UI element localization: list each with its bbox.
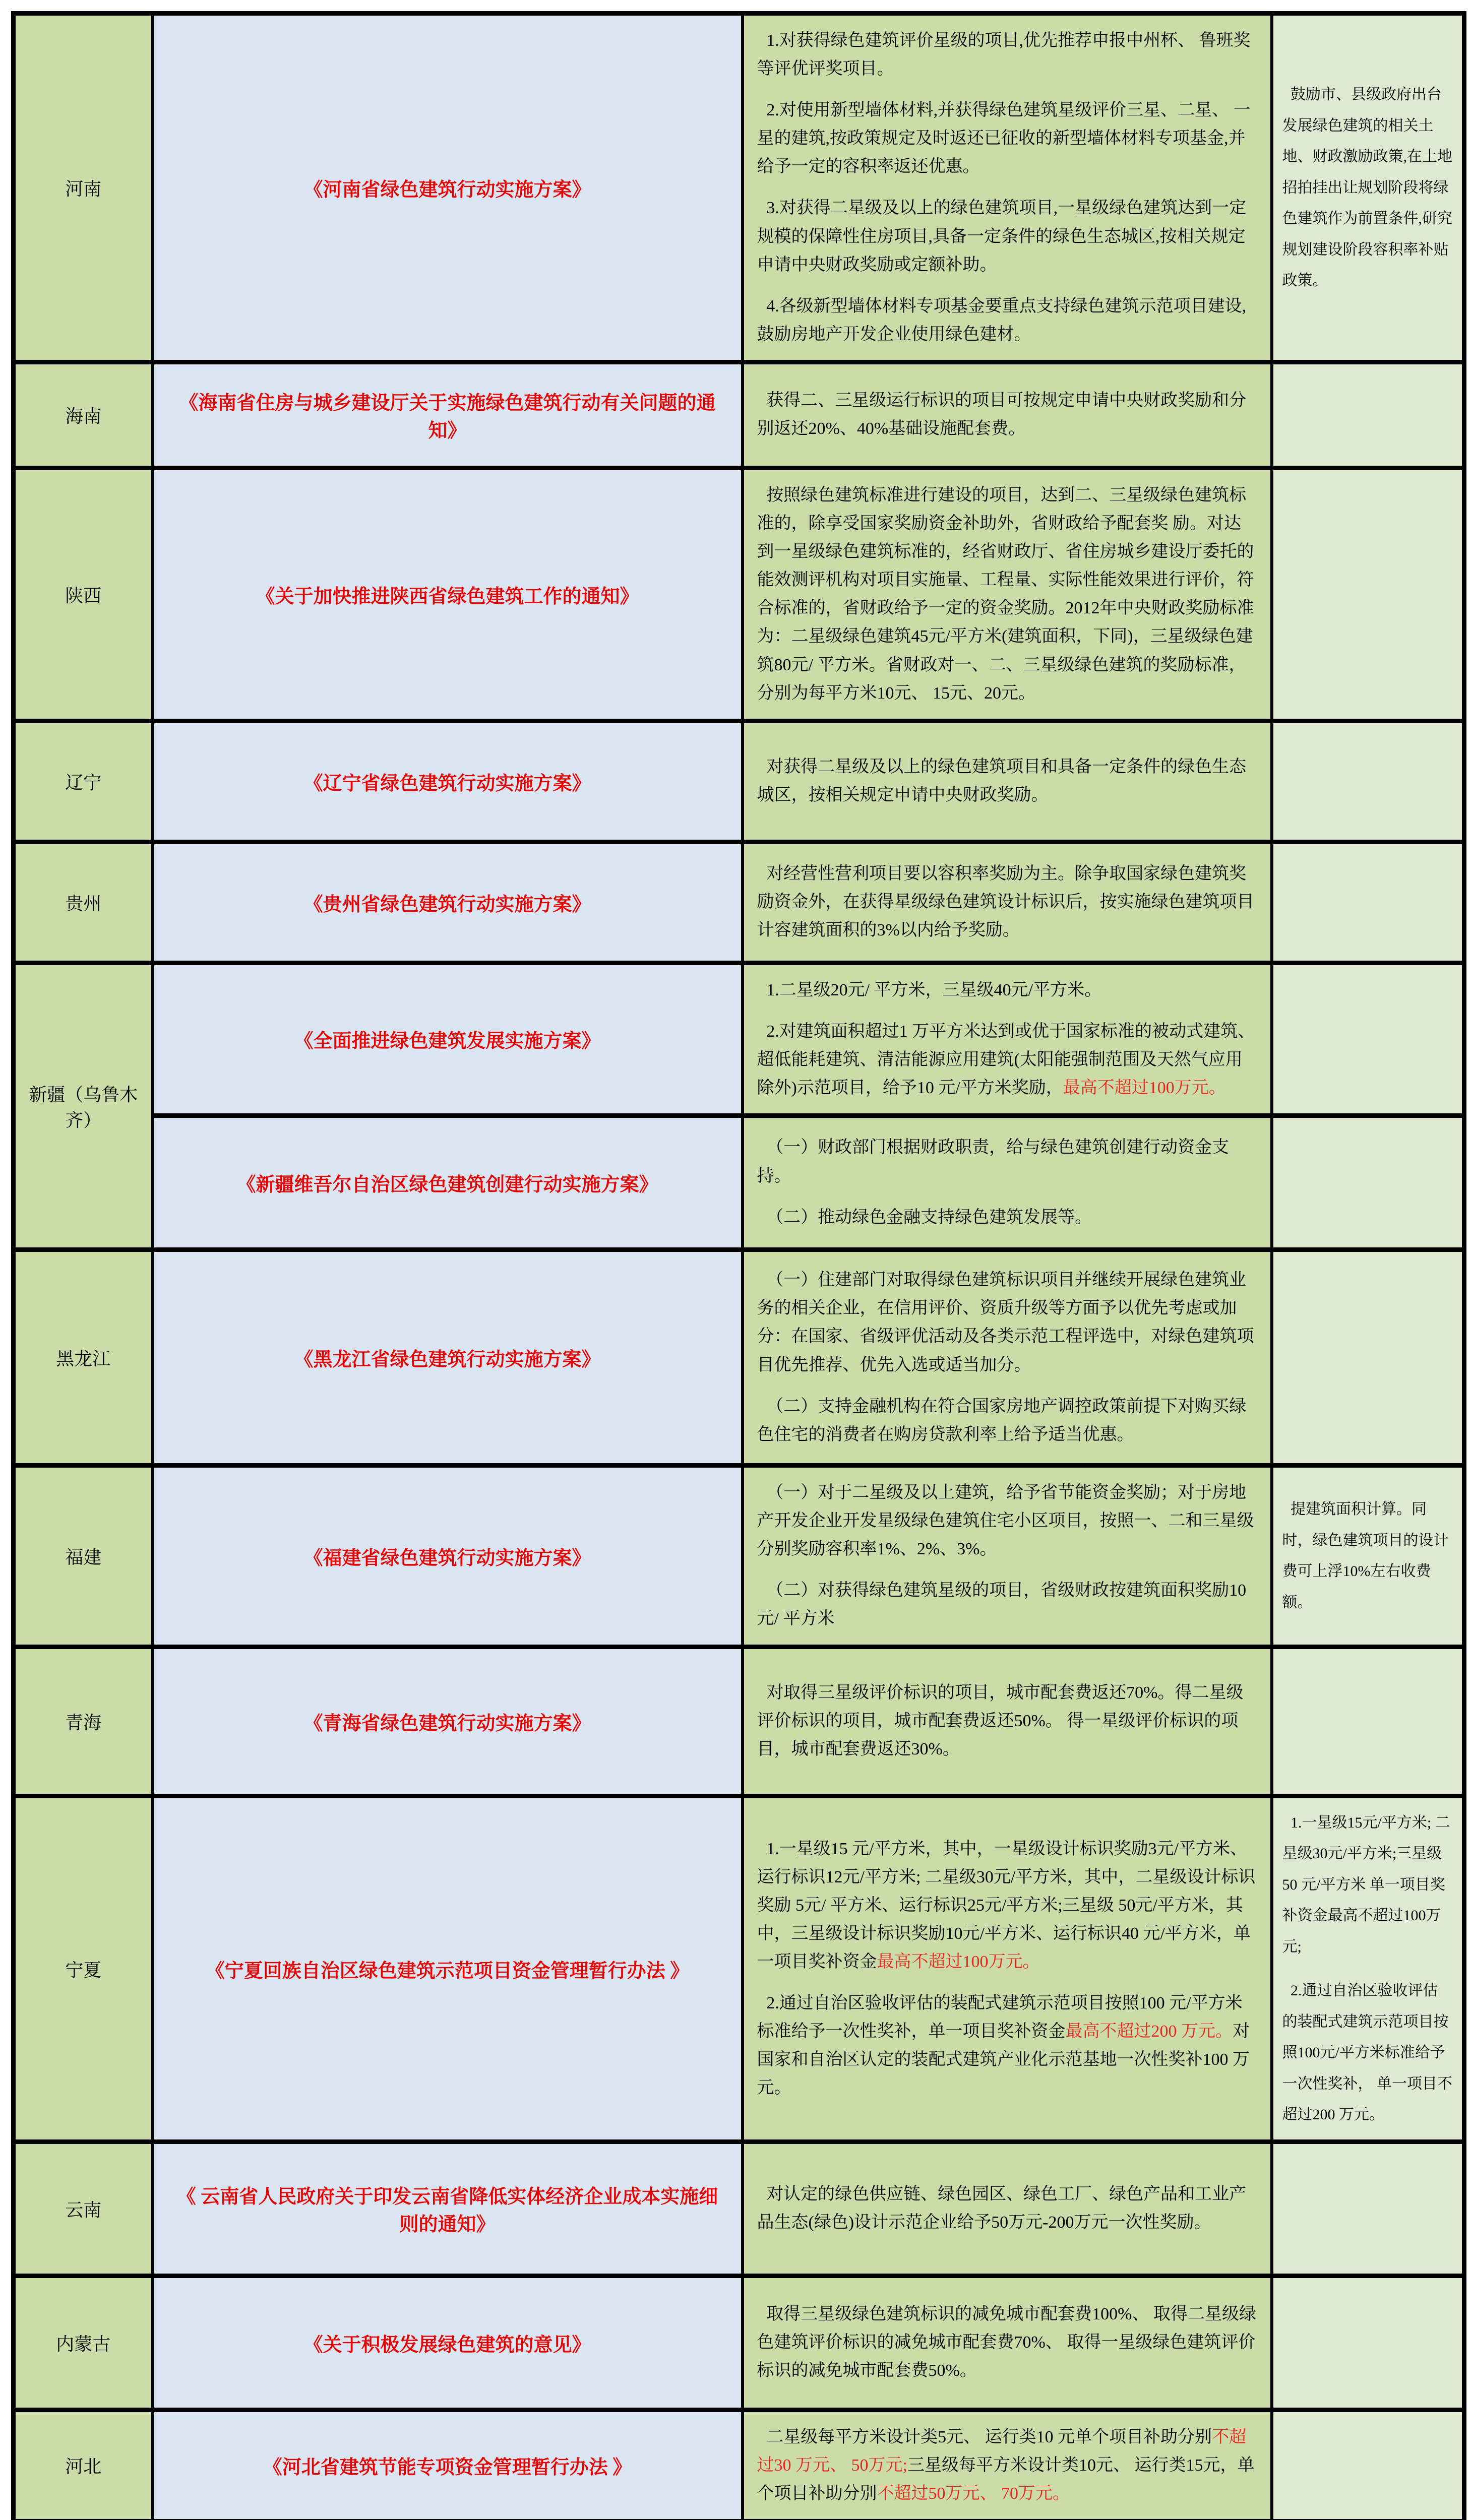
- policy-content-cell: [743, 1116, 1272, 1250]
- policy-title-cell: 《关于积极发展绿色建筑的意见》: [153, 2276, 743, 2410]
- paragraph: [757, 2423, 1257, 2508]
- text-segment: 1.对获得绿色建筑评价星级的项目,优先推荐申报中州杯、 鲁班奖等评优评奖项目。: [757, 31, 1251, 79]
- province-cell: 河南: [14, 14, 153, 362]
- paragraph: [757, 976, 1257, 1004]
- highlighted-text: 不超过30 万元、 50万元;: [757, 2427, 1247, 2475]
- province-cell: 贵州: [14, 842, 153, 963]
- text-segment: 提建筑面积计算。同时，绿色建筑项目的设计费可上浮10%左右收费额。: [1282, 1501, 1449, 1611]
- text-segment: （二）推动绿色金融支持绿色建筑发展等。: [766, 1208, 1092, 1227]
- table-row: [14, 362, 1464, 468]
- remark-cell: [1272, 963, 1464, 1115]
- remark-cell: [1272, 2141, 1464, 2276]
- text-segment: （一）财政部门根据财政职责，给与绿色建筑创建行动资金支持。: [757, 1138, 1230, 1185]
- text-segment: （一）住建部门对取得绿色建筑标识项目并继续开展绿色建筑业务的相关企业，在信用评价、资质升级等方面予以优先考虑或加分：在国家、省级评优活动及各类示范工程评选中，对绿色建筑项目优先推荐、优先入选或适当加分。: [757, 1271, 1254, 1374]
- policy-title-cell: 《青海省绿色建筑行动实施方案》: [153, 1647, 743, 1796]
- province-cell: 青海: [14, 1647, 153, 1796]
- policy-title-cell: 《河南省绿色建筑行动实施方案》: [153, 14, 743, 362]
- text-segment: 对国家和自治区认定的装配式建筑产业化示范基地一次性奖补100 万元。: [757, 2022, 1250, 2098]
- text-segment: （一）对于二星级及以上建筑，给予省节能资金奖励；对于房地产开发企业开发星级绿色建筑住宅小区项目，按照一、二和三星级分别奖励容积率1%、2%、3%。: [757, 1483, 1254, 1559]
- policy-title-cell: 《宁夏回族自治区绿色建筑示范项目资金管理暂行办法 》: [153, 1796, 743, 2141]
- remark-cell: [1272, 362, 1464, 468]
- paragraph: [1282, 79, 1453, 296]
- paragraph: [757, 387, 1257, 443]
- policy-title-cell: 《关于加快推进陕西省绿色建筑工作的通知》: [153, 468, 743, 721]
- paragraph: [757, 1577, 1257, 1633]
- paragraph: [757, 481, 1257, 708]
- policy-content-cell: [743, 721, 1272, 842]
- policy-title-cell: 《河北省建筑节能专项资金管理暂行办法 》: [153, 2410, 743, 2520]
- table-row: [14, 1116, 1464, 1250]
- province-cell: 河北: [14, 2410, 153, 2520]
- paragraph: [1282, 1975, 1453, 2130]
- province-cell: 新疆（乌鲁木齐）: [14, 963, 153, 1249]
- paragraph: [1282, 1807, 1453, 1963]
- policy-content-cell: [743, 2276, 1272, 2410]
- province-cell: 宁夏: [14, 1796, 153, 2141]
- text-segment: 1.一星级15元/平方米; 二星级30元/平方米;三星级50 元/平方米 单一项目奖补资金最高不超过100万元;: [1282, 1814, 1450, 1955]
- green-building-policy-table: [11, 11, 1466, 2520]
- remark-cell: [1272, 842, 1464, 963]
- highlighted-text: 最高不超过200 万元。: [1065, 2022, 1233, 2041]
- policy-title-cell: 《黑龙江省绿色建筑行动实施方案》: [153, 1250, 743, 1466]
- remark-cell: [1272, 1796, 1464, 2141]
- text-segment: 对取得三星级评价标识的项目，城市配套费返还70%。得二星级评价标识的项目，城市配套费返还50%。 得一星级评价标识的项目，城市配套费返还30%。: [757, 1683, 1244, 1759]
- highlighted-text: 最高不超过100万元。: [1063, 1078, 1226, 1097]
- remark-cell: [1272, 1647, 1464, 1796]
- policy-content-cell: [743, 14, 1272, 362]
- table-row: [14, 468, 1464, 721]
- paragraph: [757, 194, 1257, 279]
- text-segment: 二星级每平方米设计类5元、 运行类10 元单个项目补助分别: [766, 2427, 1212, 2446]
- paragraph: [757, 1204, 1257, 1232]
- policy-content-cell: [743, 842, 1272, 963]
- policy-content-cell: [743, 2410, 1272, 2520]
- text-segment: 2.通过自治区验收评估的装配式建筑示范项目按照100元/平方米标准给予一次性奖补， 单一项目不超过200 万元。: [1282, 1982, 1452, 2123]
- policy-content-cell: [743, 2141, 1272, 2276]
- text-segment: 3.对获得二星级及以上的绿色建筑项目,一星级绿色建筑达到一定规模的保障性住房项目,具备一定条件的绿色生态城区,按相关规定申请中央财政奖励或定额补助。: [757, 199, 1247, 274]
- text-segment: 按照绿色建筑标准进行建设的项目，达到二、三星级绿色建筑标准的，除享受国家奖励资金补助外，省财政给予配套奖 励。对达到一星级绿色建筑标准的，经省财政厅、省住房城乡建设厅委托的能效测评机构对项目实施量、工程量、实际性能效果进行评价，符合标准的，省财政给予一定的资金奖励。2012年中央财政奖励标准为：二星级绿色建筑45元/平方米(建筑面积，下同)，三星级绿色建筑80元/ 平方米。省财政对一、二、三星级绿色建筑的奖励标准，分别为每平方米10元、 15元、20元。: [757, 485, 1254, 703]
- province-cell: 福建: [14, 1466, 153, 1647]
- remark-cell: [1272, 1116, 1464, 1250]
- table-row: [14, 2410, 1464, 2520]
- paragraph: [757, 96, 1257, 181]
- paragraph: [757, 1835, 1257, 1976]
- province-cell: 辽宁: [14, 721, 153, 842]
- remark-cell: [1272, 14, 1464, 362]
- policy-title-cell: 《 云南省人民政府关于印发云南省降低实体经济企业成本实施细则的通知》: [153, 2141, 743, 2276]
- text-segment: 1.二星级20元/ 平方米，三星级40元/平方米。: [766, 980, 1102, 999]
- paragraph: [757, 1018, 1257, 1102]
- paragraph: [757, 1479, 1257, 1563]
- policy-content-cell: [743, 1466, 1272, 1647]
- text-segment: 2.对建筑面积超过1 万平方米达到或优于国家标准的被动式建筑、超低能耗建筑、清洁能源应用建筑(太阳能强制范围及天然气应用除外)示范项目，给予10 元/平方米奖励，: [757, 1022, 1255, 1097]
- paragraph: [757, 1989, 1257, 2102]
- province-cell: 陕西: [14, 468, 153, 721]
- text-segment: 对获得二星级及以上的绿色建筑项目和具备一定条件的绿色生态城区，按相关规定申请中央财政奖励。: [757, 758, 1247, 805]
- policy-content-cell: [743, 1647, 1272, 1796]
- province-cell: 云南: [14, 2141, 153, 2276]
- text-segment: 获得二、三星级运行标识的项目可按规定申请中央财政奖励和分别返还20%、40%基础设施配套费。: [757, 391, 1247, 438]
- text-segment: 对经营性营利项目要以容积率奖励为主。除争取国家绿色建筑奖励资金外，在获得星级绿色建筑设计标识后，按实施绿色建筑项目计容建筑面积的3%以内给予奖励。: [757, 864, 1254, 940]
- province-cell: 内蒙古: [14, 2276, 153, 2410]
- text-segment: 三星级每平方米设计类10元、 运行类15元，单个项目补助分别: [757, 2455, 1255, 2503]
- table-row: [14, 1466, 1464, 1647]
- policy-content-cell: [743, 963, 1272, 1115]
- text-segment: 4.各级新型墙体材料专项基金要重点支持绿色建筑示范项目建设,鼓励房地产开发企业使用绿色建材。: [757, 296, 1247, 344]
- table-row: [14, 2276, 1464, 2410]
- remark-cell: [1272, 2276, 1464, 2410]
- policy-title-cell: 《新疆维吾尔自治区绿色建筑创建行动实施方案》: [153, 1116, 743, 1250]
- table-row: [14, 1647, 1464, 1796]
- policy-title-cell: 《贵州省绿色建筑行动实施方案》: [153, 842, 743, 963]
- remark-cell: [1272, 1250, 1464, 1466]
- table-row: [14, 2141, 1464, 2276]
- province-cell: 海南: [14, 362, 153, 468]
- text-segment: 取得三星级绿色建筑标识的减免城市配套费100%、 取得二星级绿色建筑评价标识的减免城市配套费70%、 取得一星级绿色建筑评价标识的减免城市配套费50%。: [757, 2304, 1257, 2380]
- paragraph: [757, 1679, 1257, 1763]
- paragraph: [757, 27, 1257, 83]
- policy-title-cell: 《海南省住房与城乡建设厅关于实施绿色建筑行动有关问题的通知》: [153, 362, 743, 468]
- highlighted-text: 不超过50万元、 70万元。: [877, 2484, 1070, 2503]
- paragraph: [757, 1393, 1257, 1449]
- policy-content-cell: [743, 1796, 1272, 2141]
- text-segment: （二）支持金融机构在符合国家房地产调控政策前提下对购买绿色住宅的消费者在购房贷款利率上给予适当优惠。: [757, 1397, 1247, 1444]
- policy-content-cell: [743, 1250, 1272, 1466]
- table-row: [14, 1796, 1464, 2141]
- paragraph: [757, 1266, 1257, 1379]
- paragraph: [757, 753, 1257, 809]
- policy-content-cell: [743, 362, 1272, 468]
- text-segment: （二）对获得绿色建筑星级的项目，省级财政按建筑面积奖励10元/ 平方米: [757, 1581, 1247, 1628]
- highlighted-text: 最高不超过100万元。: [877, 1952, 1040, 1971]
- table-row: [14, 963, 1464, 1115]
- remark-cell: [1272, 721, 1464, 842]
- policy-title-cell: 《辽宁省绿色建筑行动实施方案》: [153, 721, 743, 842]
- paragraph: [757, 2180, 1257, 2237]
- table-row: [14, 842, 1464, 963]
- text-segment: 1.一星级15 元/平方米，其中，一星级设计标识奖励3元/平方米、运行标识12元/平方米; 二星级30元/平方米，其中，二星级设计标识奖励 5元/ 平方米、运行标识25元/平方米;三星级 50元/平方米，其中，三星级设计标识奖励10元/平方米、运行标识40 元/平方米，单一项目奖补资金: [757, 1839, 1256, 1971]
- table-row: [14, 14, 1464, 362]
- table-row: [14, 1250, 1464, 1466]
- policy-content-cell: [743, 468, 1272, 721]
- remark-cell: [1272, 2410, 1464, 2520]
- paragraph: [757, 2300, 1257, 2385]
- remark-cell: [1272, 1466, 1464, 1647]
- text-segment: 2.通过自治区验收评估的装配式建筑示范项目按照100 元/平方米标准给予一次性奖补，单一项目奖补资金: [757, 1994, 1243, 2041]
- text-segment: 鼓励市、县级政府出台发展绿色建筑的相关土地、财政激励政策,在土地招拍挂出让规划阶段将绿色建筑作为前置条件,研究规划建设阶段容积率补贴政策。: [1282, 86, 1452, 289]
- paragraph: [757, 860, 1257, 944]
- paragraph: [757, 292, 1257, 349]
- paragraph: [757, 1133, 1257, 1190]
- table-row: [14, 721, 1464, 842]
- policy-title-cell: 《福建省绿色建筑行动实施方案》: [153, 1466, 743, 1647]
- policy-title-cell: 《全面推进绿色建筑发展实施方案》: [153, 963, 743, 1115]
- text-segment: 2.对使用新型墙体材料,并获得绿色建筑星级评价三星、二星、 一星的建筑,按政策规定及时返还已征收的新型墙体材料专项基金,并给予一定的容积率返还优惠。: [757, 101, 1251, 176]
- paragraph: [1282, 1494, 1453, 1618]
- province-cell: 黑龙江: [14, 1250, 153, 1466]
- remark-cell: [1272, 468, 1464, 721]
- text-segment: 对认定的绿色供应链、绿色园区、绿色工厂、绿色产品和工业产品生态(绿色)设计示范企业给予50万元-200万元一次性奖励。: [757, 2184, 1247, 2232]
